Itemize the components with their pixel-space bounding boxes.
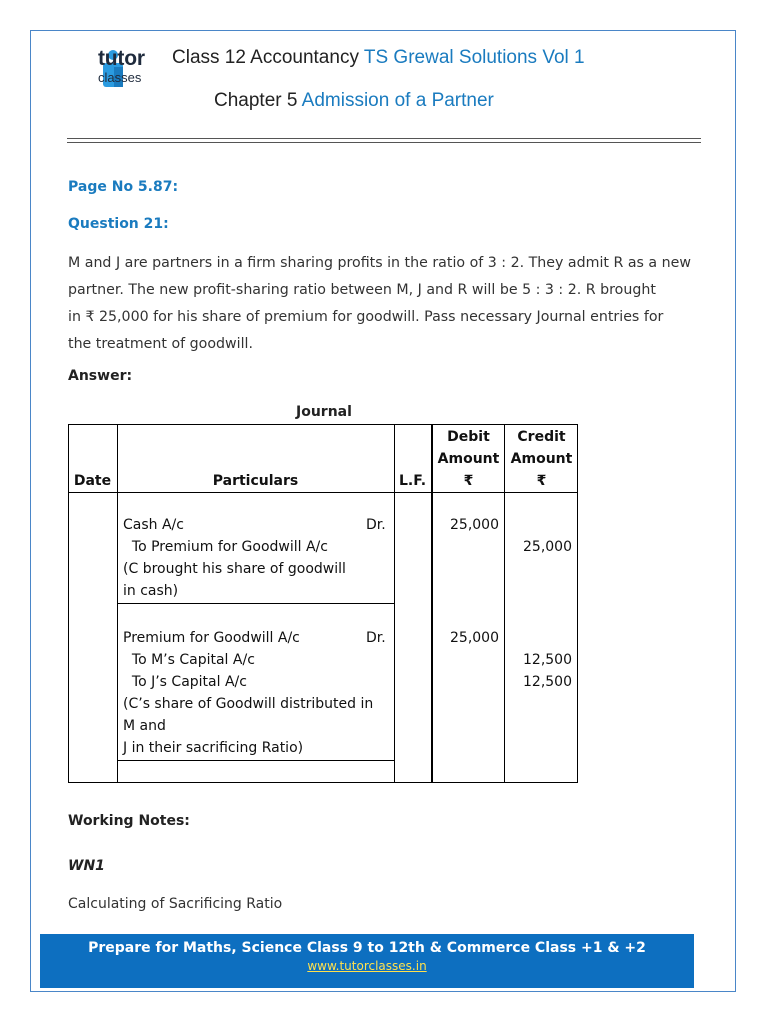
chapter-number: Chapter 5 [214, 90, 302, 111]
entry2-credit-account-2: To J’s Capital A/c [123, 674, 247, 690]
logo-subtext: classes [98, 70, 142, 85]
page-number: Page No 5.87: [68, 179, 179, 195]
journal-table [68, 424, 578, 783]
entry2-narration-2: M and [123, 718, 166, 734]
header-chapter [214, 90, 494, 112]
entry1-narration-2: in cash) [123, 583, 179, 599]
entry2-particulars [123, 627, 373, 759]
header-divider-2 [67, 142, 701, 143]
entry1-credit-account: To Premium for Goodwill A/c [123, 539, 328, 555]
question-line-3: in ₹ 25,000 for his share of premium for goodwill. Pass necessary Journal entries for [68, 309, 664, 325]
footer-banner [40, 934, 694, 988]
entry2-credit-amount-1: 12,500 [523, 652, 572, 668]
entry2-credit-amount-2: 12,500 [523, 674, 572, 690]
col-credit [505, 426, 578, 492]
entry2-debit-amount: 25,000 [450, 630, 499, 646]
col-debit-currency: ₹ [463, 473, 474, 489]
question-line-2: partner. The new profit-sharing ratio between M, J and R will be 5 : 3 : 2. R brought [68, 282, 656, 298]
header-divider [67, 138, 701, 139]
banner-text: Prepare for Maths, Science Class 9 to 12th & Commerce Class +1 & +2 [88, 940, 646, 956]
col-credit-l2: Amount [510, 451, 573, 467]
question-line-4: the treatment of goodwill. [68, 336, 253, 352]
logo-text: tutor [98, 47, 145, 70]
entry1-credit-amount: 25,000 [523, 539, 572, 555]
working-notes-label: Working Notes: [68, 813, 190, 829]
col-particulars: Particulars [212, 473, 299, 489]
header-course: Class 12 Accountancy [172, 47, 364, 68]
col-debit-l2: Amount [437, 451, 500, 467]
col-debit-l1: Debit [447, 429, 490, 445]
entry2-credit-account-1: To M’s Capital A/c [123, 652, 255, 668]
col-date: Date [73, 473, 112, 489]
entry1-particulars [123, 514, 346, 602]
chapter-title: Admission of a Partner [301, 90, 494, 111]
banner-link[interactable]: www.tutorclasses.in [307, 959, 427, 973]
entry1-narration-1: (C brought his share of goodwill [123, 561, 346, 577]
wn1-text: Calculating of Sacrificing Ratio [68, 896, 283, 912]
question-label: Question 21: [68, 216, 169, 232]
answer-label: Answer: [68, 368, 133, 384]
question-text [68, 250, 708, 358]
entry1-debit-amount: 25,000 [450, 517, 499, 533]
entry1-debit-account: Cash A/c [123, 517, 184, 533]
entry1-dr: Dr. [366, 517, 386, 533]
entry2-narration-3: J in their sacrificing Ratio) [123, 740, 304, 756]
col-debit [433, 426, 504, 492]
col-credit-currency: ₹ [536, 473, 547, 489]
journal-title: Journal [296, 404, 352, 420]
wn1-label: WN1 [68, 858, 105, 874]
entry2-debit-account: Premium for Goodwill A/c [123, 630, 300, 646]
header-book: TS Grewal Solutions Vol 1 [363, 47, 585, 68]
entry2-dr: Dr. [366, 630, 386, 646]
header-title [172, 47, 585, 69]
entry2-narration-1: (C’s share of Goodwill distributed in [123, 696, 374, 712]
col-lf: L.F. [398, 473, 427, 489]
question-line-1: M and J are partners in a firm sharing profits in the ratio of 3 : 2. They admit R as a new [68, 255, 691, 271]
col-credit-l1: Credit [517, 429, 566, 445]
